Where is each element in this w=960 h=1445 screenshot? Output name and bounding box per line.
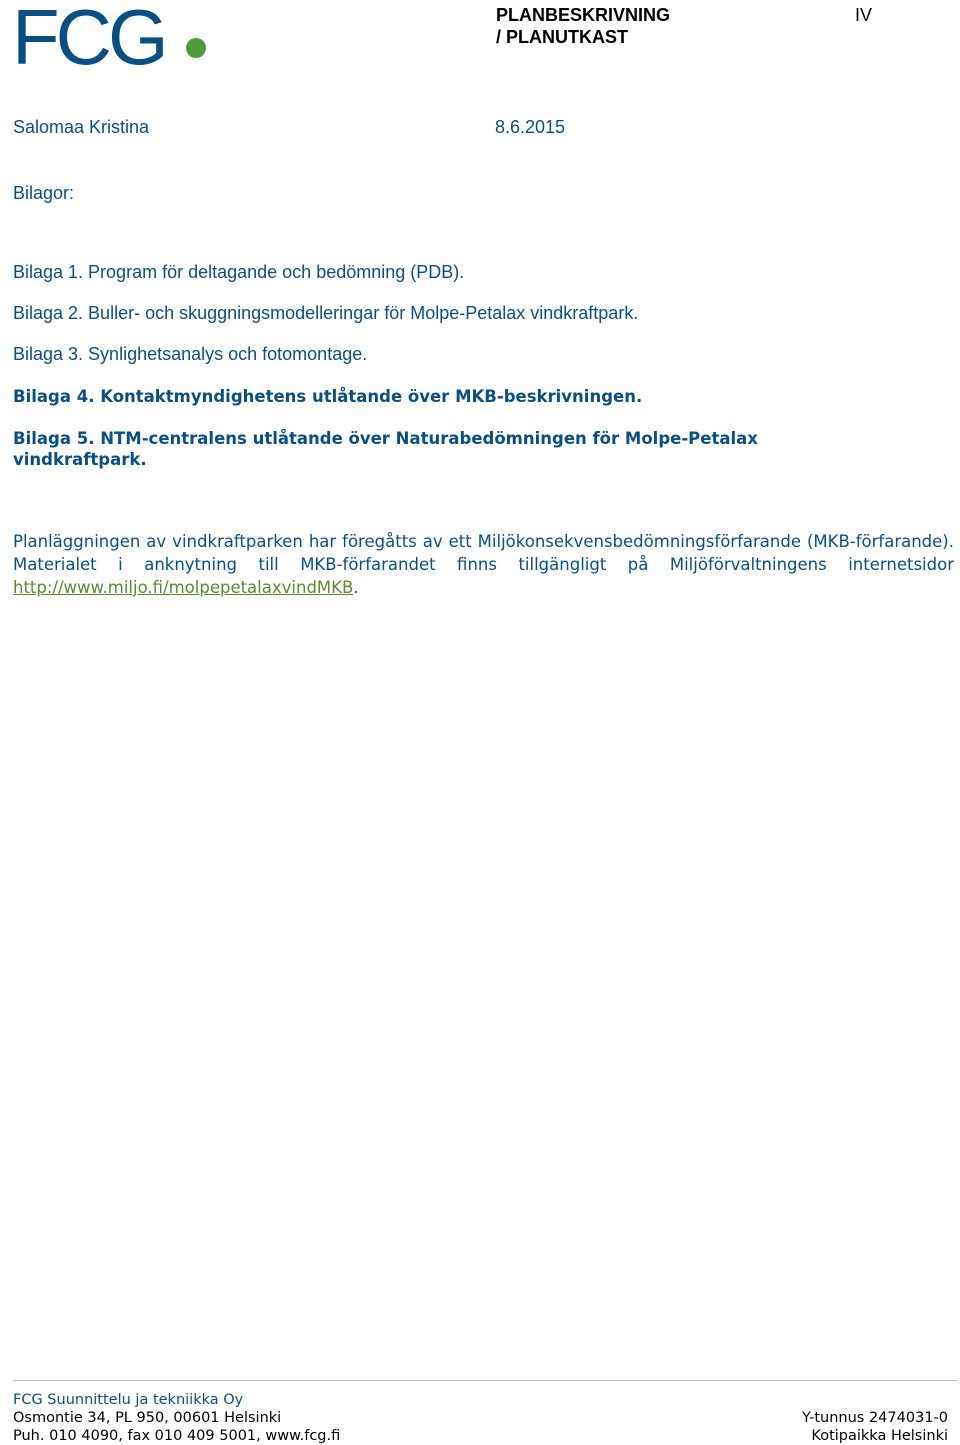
document-title-line2: / PLANUTKAST [496,27,628,47]
fcg-logo [12,2,212,74]
footer-row-3 [13,1427,948,1445]
body-paragraph [13,530,954,599]
document-title-line1: PLANBESKRIVNING [496,5,671,25]
footer-company: FCG Suunnittelu ja tekniikka Oy [13,1392,244,1408]
document-date: 8.6.2015 [495,117,566,137]
miljo-link[interactable]: http://www.miljo.fi/molpepetalaxvindMKB [13,578,354,597]
footer-contact: Puh. 010 4090, fax 010 409 5001, www.fcg.fi [13,1428,341,1444]
footer-business-id: Y-tunnus 2474031-0 [801,1410,948,1426]
footer-row-2 [13,1409,948,1427]
attachment-item: Bilaga 1. Program för deltagande och bedömning (PDB). [13,262,465,282]
attachment-item: Bilaga 3. Synlighetsanalys och fotomontage. [13,344,368,364]
attachment-item: Bilaga 4. Kontaktmyndighetens utlåtande över MKB-beskrivningen. [13,387,643,406]
footer-address: Osmontie 34, PL 950, 00601 Helsinki [13,1410,282,1426]
footer-domicile: Kotipaikka Helsinki [811,1428,948,1444]
author-name: Salomaa Kristina [13,117,150,137]
logo-dot-icon [186,38,206,58]
logo-wordmark: FCG [12,2,165,70]
document-title [496,4,670,48]
paragraph-text: Planläggningen av vindkraftparken har föregåtts av ett Miljökonsekvensbedömningsförfarande (MKB-förfarande). Materialet i anknytning till MKB-förfarandet finns tillgängligt på Miljöförvaltningens internetsidor [13,532,954,574]
attachments-heading: Bilagor: [13,183,75,203]
document-number: IV [855,5,873,25]
footer-divider [13,1380,958,1381]
paragraph-end: . [353,578,359,597]
attachment-item: Bilaga 5. NTM-centralens utlåtande över Naturabedömningen för Molpe-Petalax vindkraftpark. [13,429,758,469]
attachment-item: Bilaga 2. Buller- och skuggningsmodelleringar för Molpe-Petalax vindkraftpark. [13,303,639,323]
footer-row-1 [13,1391,948,1409]
